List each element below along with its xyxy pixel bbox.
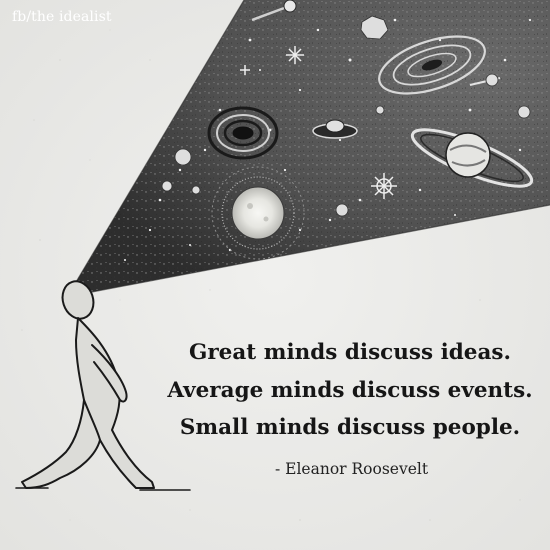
- quote-line: Small minds discuss people.: [179, 415, 521, 440]
- quote-attribution: - Eleanor Roosevelt: [275, 460, 429, 478]
- quote-line: Great minds discuss ideas.: [188, 340, 511, 365]
- brand-watermark: fb/the idealist: [12, 9, 112, 25]
- quote-line: Average minds discuss events.: [167, 377, 533, 403]
- quote-text: [150, 334, 550, 447]
